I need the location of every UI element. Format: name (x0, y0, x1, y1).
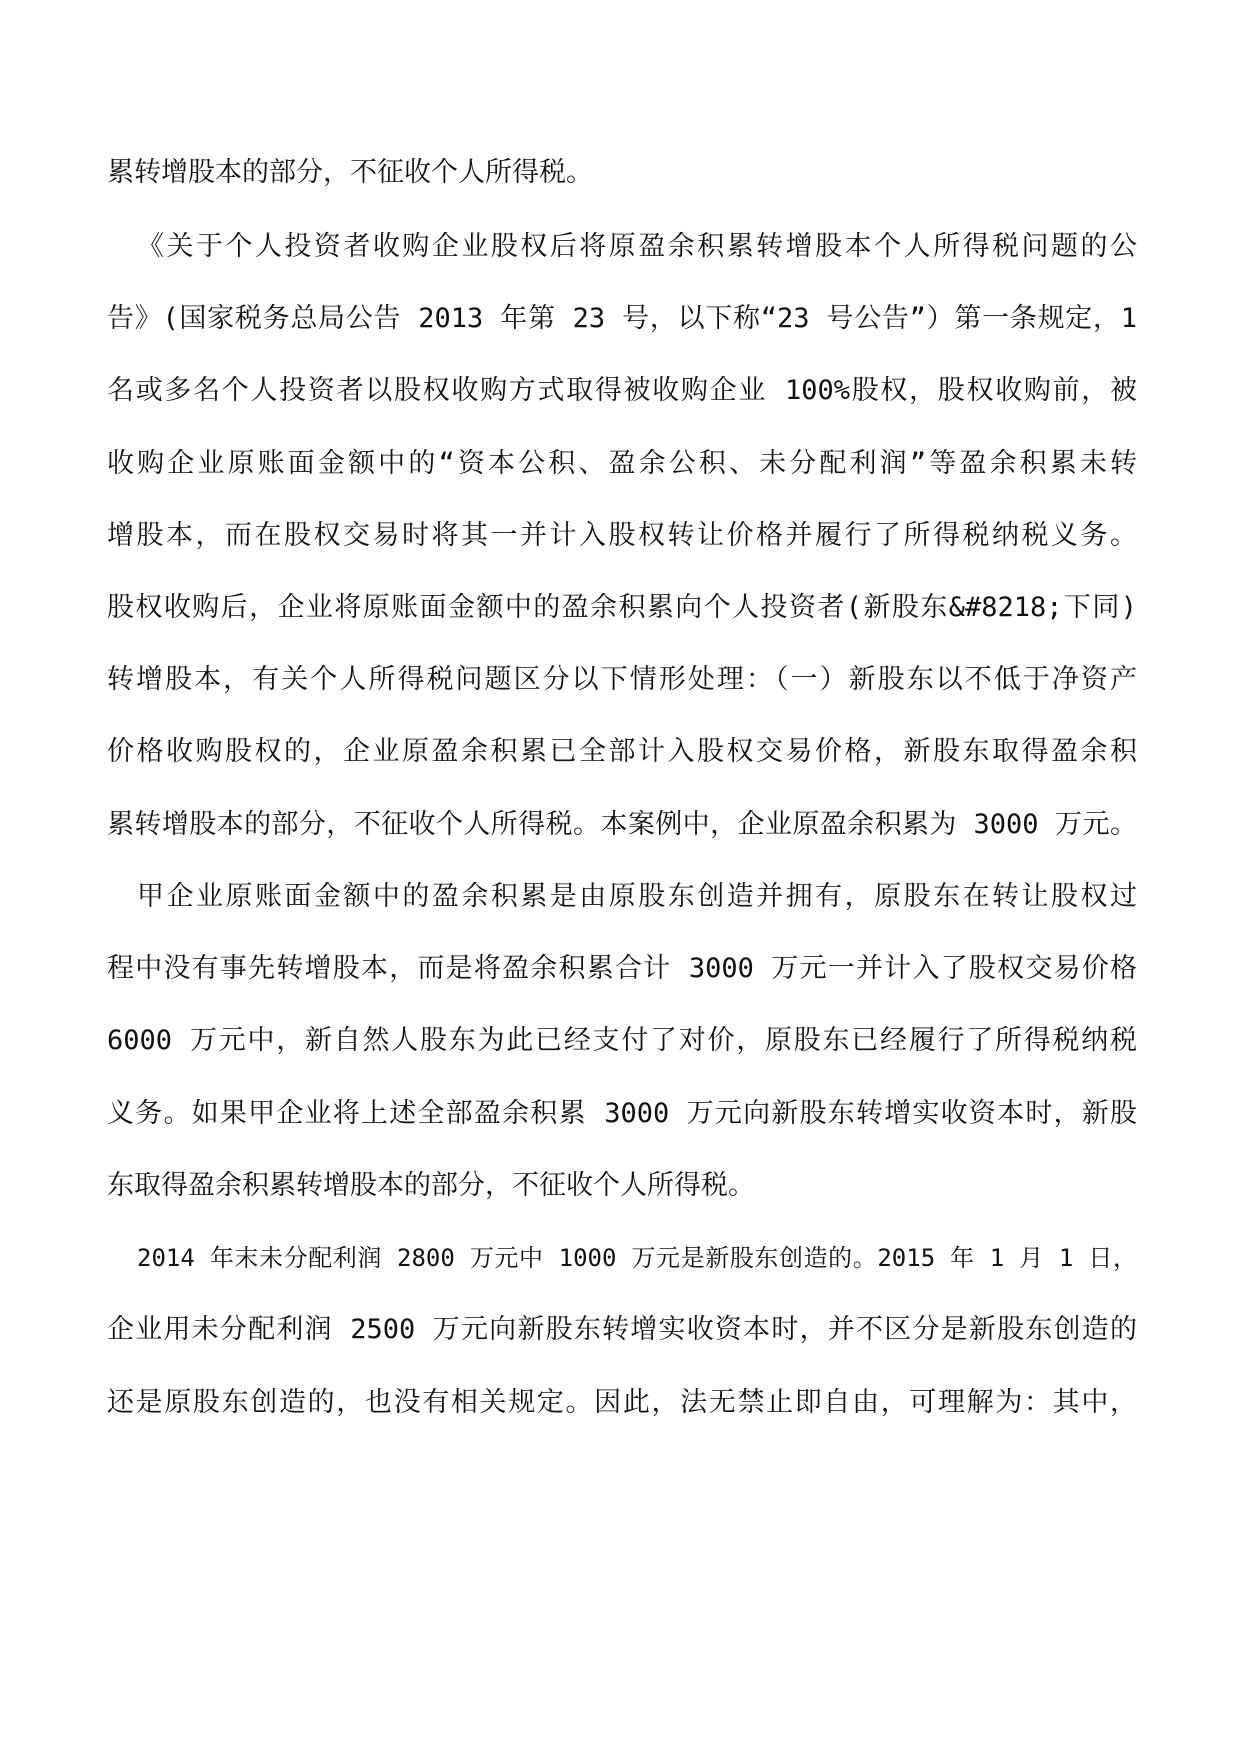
text-line-4: 名或多名个人投资者以股权收购方式取得被收购企业 100%股权，股权收购前，被 (107, 375, 1137, 406)
text-line-18: 还是原股东创造的，也没有相关规定。因此，法无禁止即自由，可理解为：其中， (107, 1387, 1137, 1418)
text-line-17: 企业用未分配利润 2500 万元向新股东转增实收资本时，并不区分是新股东创造的 (107, 1314, 1137, 1345)
text-line-1: 累转增股本的部分，不征收个人所得税。 (107, 157, 593, 188)
text-line-6: 增股本，而在股权交易时将其一并计入股权转让价格并履行了所得税纳税义务。 (107, 520, 1137, 551)
text-line-10: 累转增股本的部分，不征收个人所得税。本案例中，企业原盈余积累为 3000 万元。 (107, 809, 1137, 840)
text-line-13: 6000 万元中，新自然人股东为此已经支付了对价，原股东已经履行了所得税纳税 (107, 1025, 1137, 1056)
text-line-9: 价格收购股权的，企业原盈余积累已全部计入股权交易价格，新股东取得盈余积 (107, 736, 1137, 767)
text-line-8: 转增股本，有关个人所得税问题区分以下情形处理：（一）新股东以不低于净资产 (107, 664, 1137, 695)
text-line-15: 东取得盈余积累转增股本的部分，不征收个人所得税。 (107, 1170, 755, 1201)
text-line-12: 程中没有事先转增股本，而是将盈余积累合计 3000 万元一并计入了股权交易价格 (107, 953, 1137, 984)
text-line-3: 告》(国家税务总局公告 2013 年第 23 号，以下称“23 号公告”）第一条规定，1 (107, 303, 1137, 334)
text-line-5: 收购企业原账面金额中的“资本公积、盈余公积、未分配利润”等盈余积累未转 (107, 448, 1137, 479)
text-line-16: 2014 年末未分配利润 2800 万元中 1000 万元是新股东创造的。2015 年 1 月 1 日， (137, 1244, 1137, 1272)
text-line-11: 甲企业原账面金额中的盈余积累是由原股东创造并拥有，原股东在转让股权过 (137, 881, 1137, 912)
text-line-14: 义务。如果甲企业将上述全部盈余积累 3000 万元向新股东转增实收资本时，新股 (107, 1098, 1137, 1129)
text-line-2: 《关于个人投资者收购企业股权后将原盈余积累转增股本个人所得税问题的公 (137, 231, 1137, 262)
text-line-7: 股权收购后，企业将原账面金额中的盈余积累向个人投资者(新股东&#8218;下同) (107, 592, 1137, 623)
